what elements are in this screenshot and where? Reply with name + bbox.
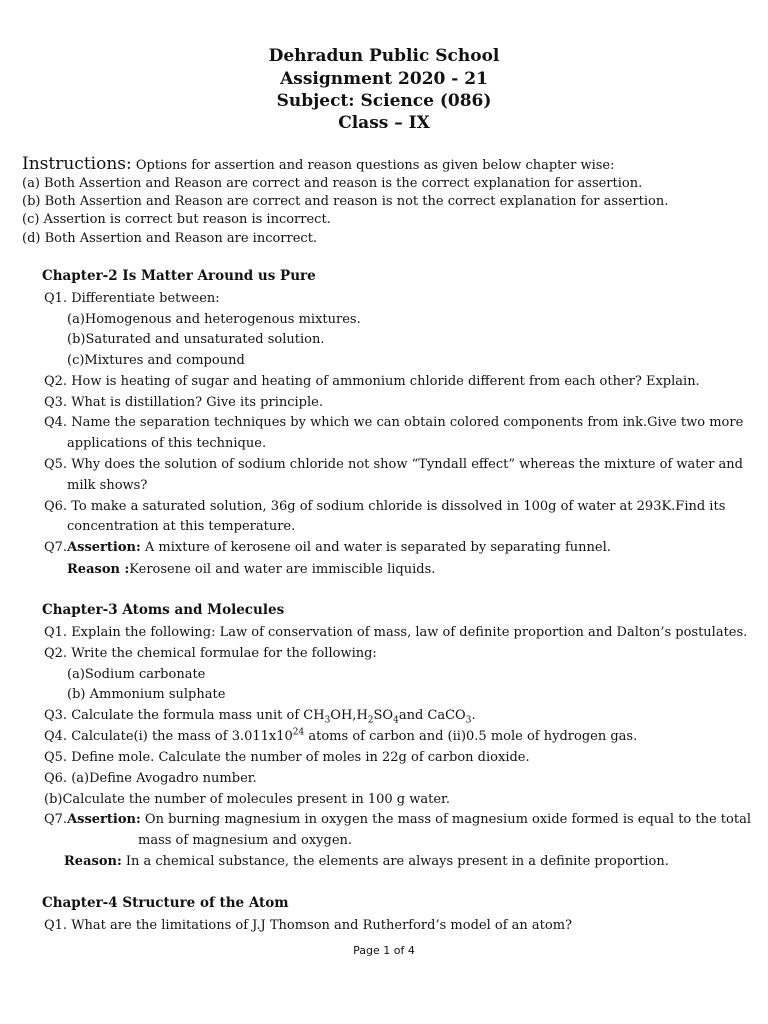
class-title: Class – IX	[338, 113, 430, 133]
assignment-title: Assignment 2020 - 21	[280, 69, 488, 89]
ch2-q1a: (a)Homogenous and heterogenous mixtures.	[67, 312, 361, 327]
ch2-q7-assertion-label: Assertion:	[67, 540, 141, 555]
ch2-q1: Q1. Differentiate between:	[44, 291, 220, 306]
ch3-q1: Q1. Explain the following: Law of conservation of mass, law of definite proportion and Dalton’s postulates.	[44, 625, 748, 640]
ch2-q6-line1: Q6. To make a saturated solution, 36g of sodium chloride is dissolved in 100g of water at 293K.Find its	[44, 499, 726, 514]
chapter-2-title: Chapter-2 Is Matter Around us Pure	[42, 268, 316, 284]
ch3-q5: Q5. Define mole. Calculate the number of moles in 22g of carbon dioxide.	[44, 750, 530, 765]
option-a: (a) Both Assertion and Reason are correct and reason is the correct explanation for assertion.	[22, 176, 643, 191]
option-b: (b) Both Assertion and Reason are correct and reason is not the correct explanation for assertion.	[22, 194, 669, 209]
ch3-q6b: (b)Calculate the number of molecules present in 100 g water.	[44, 792, 450, 807]
formula-h2so4: $H_2SO_4$	[356, 708, 399, 726]
ch3-q4-end: atoms of carbon and (ii)0.5 mole of hydrogen gas.	[304, 729, 638, 744]
ch2-q3: Q3. What is distillation? Give its principle.	[44, 395, 323, 410]
instructions-label: Instructions:	[22, 154, 132, 174]
ch3-q7-assertion-text: On burning magnesium in oxygen the mass of magnesium oxide formed is equal to the total	[140, 812, 751, 827]
subject-title: Subject: Science (086)	[276, 91, 492, 111]
school-name: Dehradun Public School	[268, 46, 500, 66]
ch2-q7-reason	[67, 562, 435, 577]
ch2-q4-line2: applications of this technique.	[67, 436, 267, 451]
ch3-q3-prefix: Q3. Calculate the formula mass unit of	[44, 708, 304, 723]
ch3-q2b: (b) Ammonium sulphate	[67, 687, 226, 702]
ch2-q5-line1: Q5. Why does the solution of sodium chloride not show “Tyndall effect” whereas the mixture of water and	[44, 457, 743, 472]
ch3-q2a: (a)Sodium carbonate	[67, 667, 206, 682]
formula-caco3: CaCO$_3$	[427, 708, 472, 726]
ch3-q4-start: Q4. Calculate(i) the mass of 3.011x10	[44, 729, 293, 744]
ch2-q7-assertion-text: A mixture of kerosene oil and water is separated by separating funnel.	[140, 540, 611, 555]
option-d: (d) Both Assertion and Reason are incorrect.	[22, 231, 318, 246]
ch2-q4-line1: Q4. Name the separation techniques by which we can obtain colored components from ink.Give two more	[44, 415, 744, 430]
ch2-q7-reason-label: Reason :	[67, 562, 130, 577]
ch2-q1c: (c)Mixtures and compound	[67, 353, 245, 368]
ch2-q6-line2: concentration at this temperature.	[67, 519, 296, 534]
ch3-q3-end: .	[471, 708, 476, 723]
ch3-q7-assertion-line2: mass of magnesium and oxygen.	[138, 833, 353, 848]
chapter-4-title: Chapter-4 Structure of the Atom	[42, 895, 289, 911]
chapter-3-title: Chapter-3 Atoms and Molecules	[42, 602, 285, 618]
ch3-q3-and: and	[398, 708, 428, 723]
ch3-q7-assertion	[44, 812, 751, 827]
ch3-q4	[44, 729, 637, 744]
page-number: Page 1 of 4	[353, 944, 415, 957]
ch2-q7-number: Q7.	[44, 540, 68, 555]
exponent: 24	[292, 727, 305, 738]
ch3-q7-number: Q7.	[44, 812, 68, 827]
ch3-q6: Q6. (a)Define Avogadro number.	[44, 771, 257, 786]
ch3-q7-reason-label: Reason:	[64, 854, 122, 869]
ch2-q7-reason-text: Kerosene oil and water are immiscible liquids.	[129, 562, 436, 577]
ch2-q5-line2: milk shows?	[67, 478, 148, 493]
ch3-q3	[44, 708, 476, 726]
ch3-q7-reason-text: In a chemical substance, the elements are always present in a definite proportion.	[121, 854, 669, 869]
ch2-q7-assertion	[44, 540, 611, 555]
ch3-q7-reason	[64, 854, 669, 869]
ch2-q1b: (b)Saturated and unsaturated solution.	[67, 332, 325, 347]
ch3-q7-assertion-label: Assertion:	[67, 812, 141, 827]
instructions-text: Options for assertion and reason questions as given below chapter wise:	[131, 158, 615, 173]
formula-ch3oh: $CH_3OH$,	[303, 708, 357, 726]
option-c: (c) Assertion is correct but reason is incorrect.	[22, 212, 331, 227]
ch4-q1: Q1. What are the limitations of J.J Thomson and Rutherford’s model of an atom?	[44, 918, 572, 933]
ch3-q2: Q2. Write the chemical formulae for the following:	[44, 646, 377, 661]
instructions-line	[22, 154, 614, 174]
ch2-q2: Q2. How is heating of sugar and heating of ammonium chloride different from each other? Explain.	[44, 374, 700, 389]
